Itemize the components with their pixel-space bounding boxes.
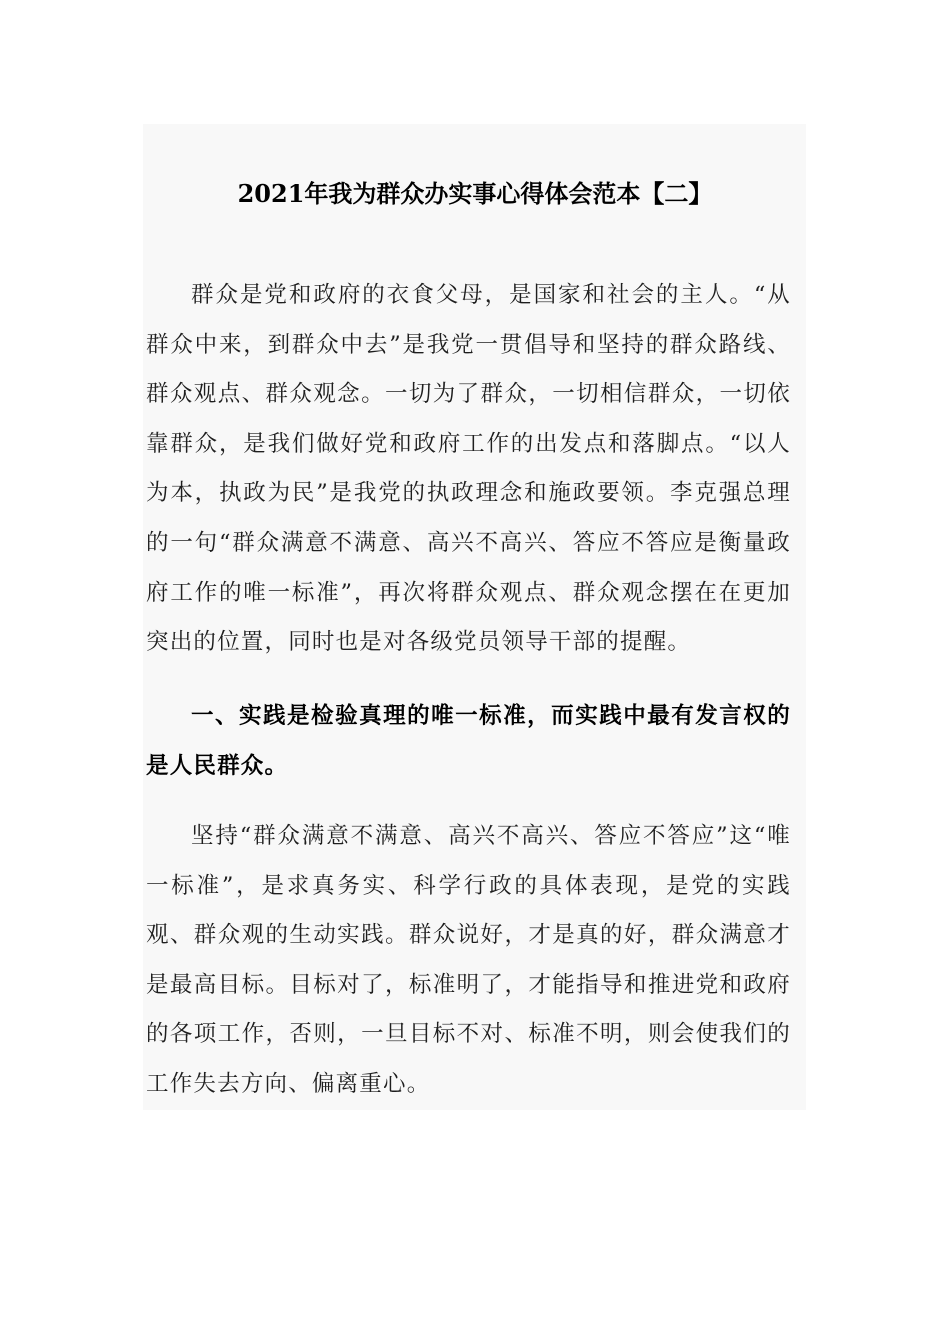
paragraph-intro: 群众是党和政府的衣食父母，是国家和社会的主人。“从群众中来，到群众中去”是我党一贯倡导和坚持的群众路线、群众观点、群众观念。一切为了群众，一切相信群众，一切依靠群众，是我们做好党和政府工作的出发点和落脚点。“以人为本，执政为民”是我党的执政理念和施政要领。李克强总理的一句“群众满意不满意、高兴不高兴、答应不答应是衡量政府工作的唯一标准”，再次将群众观点、群众观念摆在在更加突出的位置，同时也是对各级党员领导干部的提醒。 bbox=[146, 282, 791, 656]
paragraph-section-1: 坚持“群众满意不满意、高兴不高兴、答应不答应”这“唯一标准”，是求真务实、科学行政的具体表现，是党的实践观、群众观的生动实践。群众说好，才是真的好，群众满意才是最高目标。目标对了，标准明了，才能指导和推进党和政府的各项工作，否则，一旦目标不对、标准不明，则会使我们的工作失去方向、偏离重心。 bbox=[146, 823, 791, 1097]
section-heading-1: 一、实践是检验真理的唯一标准，而实践中最有发言权的是人民群众。 bbox=[146, 703, 791, 779]
document-title: 2021年我为群众办实事心得体会范本【二】 bbox=[237, 179, 713, 208]
